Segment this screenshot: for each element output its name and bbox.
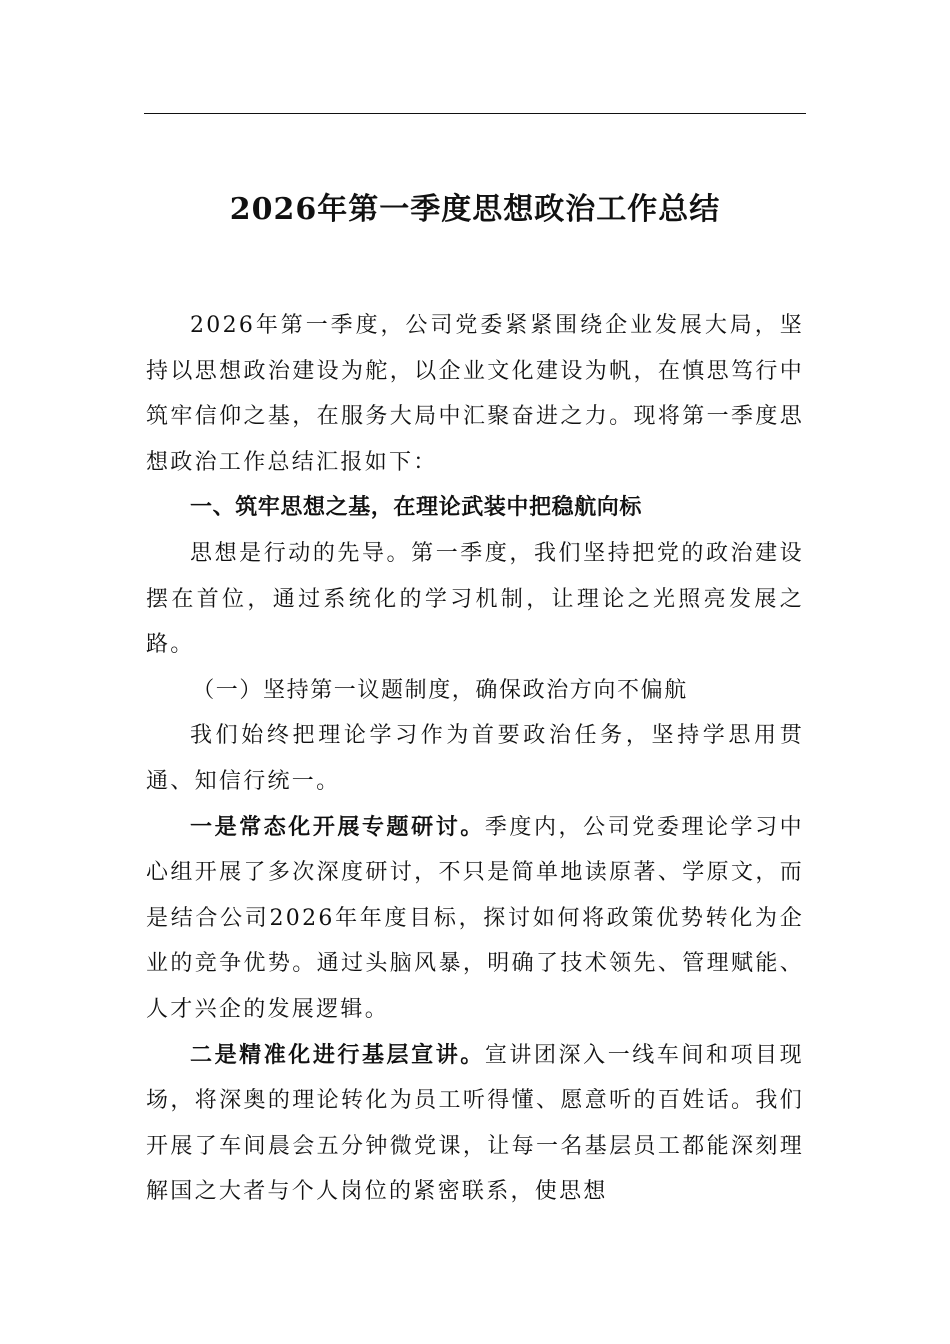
item-1-paragraph <box>146 805 804 1033</box>
document-body <box>146 303 804 1215</box>
item-2-body: 宣讲团深入一线车间和项目现场，将深奥的理论转化为员工听得懂、愿意听的百姓话。我们开展了车间晨会五分钟微党课，让每一名基层员工都能深刻理解国之大者与个人岗位的紧密联系，使思想 <box>146 1042 804 1205</box>
item-1-lead: 一是常态化开展专题研讨。 <box>190 813 485 840</box>
document-title: 2026年第一季度思想政治工作总结 <box>229 192 721 227</box>
item-2-paragraph <box>146 1033 804 1215</box>
item-2-lead: 二是精准化进行基层宣讲。 <box>190 1041 485 1068</box>
section-1-paragraph: 思想是行动的先导。第一季度，我们坚持把党的政治建设摆在首位，通过系统化的学习机制，让理论之光照亮发展之路。 <box>146 540 804 658</box>
header-rule <box>144 113 806 114</box>
subsection-1-paragraph: 我们始终把理论学习作为首要政治任务，坚持学思用贯通、知信行统一。 <box>146 723 804 794</box>
intro-paragraph: 2026年第一季度，公司党委紧紧围绕企业发展大局，坚持以思想政治建设为舵，以企业文化建设为帆，在慎思笃行中筑牢信仰之基，在服务大局中汇聚奋进之力。现将第一季度思想政治工作总结汇报如下： <box>146 313 804 475</box>
subsection-1-heading: （一）坚持第一议题制度，确保政治方向不偏航 <box>192 677 688 703</box>
section-1-heading: 一、筑牢思想之基，在理论武装中把稳航向标 <box>190 495 643 521</box>
item-1-body: 季度内，公司党委理论学习中心组开展了多次深度研讨，不只是简单地读原著、学原文，而是结合公司2026年年度目标，探讨如何将政策优势转化为企业的竞争优势。通过头脑风暴，明确了技术领先、管理赋能、人才兴企的发展逻辑。 <box>146 814 804 1022</box>
